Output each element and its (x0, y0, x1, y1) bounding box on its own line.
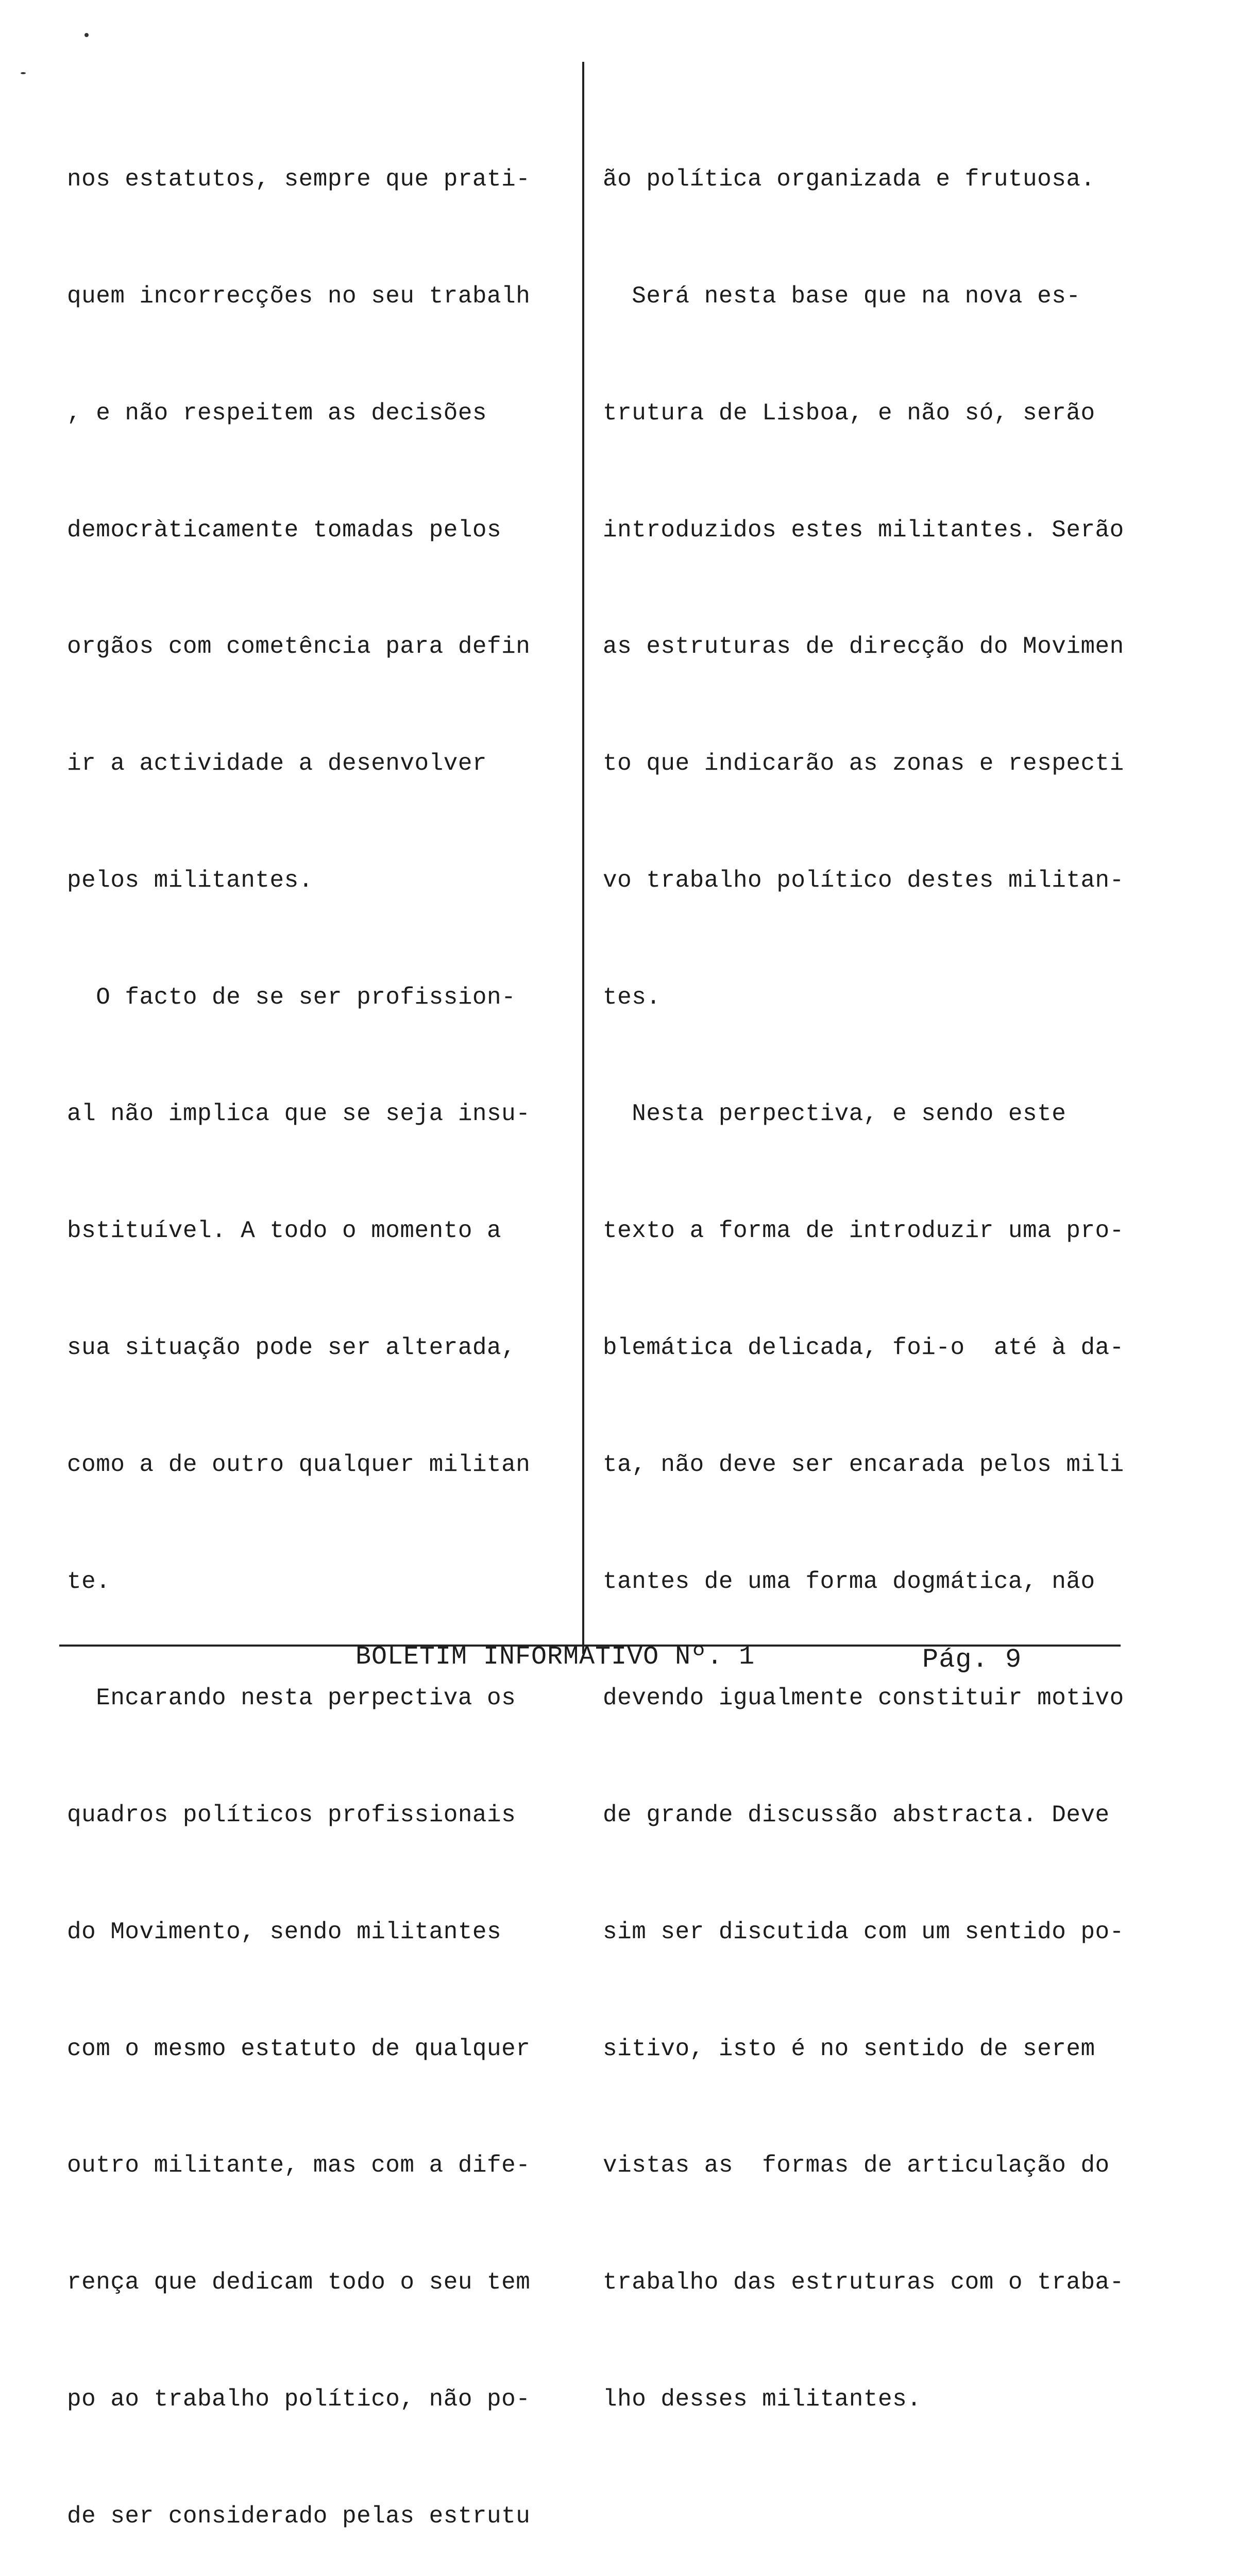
text-line: introduzidos estes militantes. Serão (603, 516, 1124, 544)
text-line: quadros políticos profissionais (67, 1802, 516, 1829)
text-line: vistas as formas de articulação do (603, 2152, 1110, 2179)
text-line: ão política organizada e frutuosa. (603, 166, 1095, 193)
text-line: outro militante, mas com a dife- (67, 2152, 531, 2179)
text-line: lho desses militantes. (603, 2386, 922, 2413)
text-line: rença que dedicam todo o seu tem (67, 2269, 531, 2296)
text-line: sitivo, isto é no sentido de serem (603, 2035, 1095, 2062)
column-divider (582, 62, 584, 1654)
text-line: , e não respeitem as decisões (67, 399, 487, 427)
right-column (603, 82, 1195, 2576)
text-line: al não implica que se seja insu- (67, 1100, 531, 1128)
text-line: democràticamente tomadas pelos (67, 516, 502, 544)
text-line: Será nesta base que na nova es- (603, 282, 1081, 310)
text-line: devendo igualmente constituir motivo (603, 1685, 1124, 1712)
footer-title: BOLETIM INFORMATIVO Nº. 1 (355, 1642, 755, 1672)
text-line: to que indicarão as zonas e respecti (603, 750, 1124, 777)
text-line: te. (67, 1568, 111, 1595)
speck-mark (21, 72, 26, 74)
text-line: trabalho das estruturas com o traba- (603, 2269, 1124, 2296)
spacer (603, 2536, 1195, 2551)
text-line: as estruturas de direcção do Movimen (603, 633, 1124, 660)
text-line: sim ser discutida com um sentido po- (603, 1918, 1124, 1945)
text-line: de ser considerado pelas estrutu (67, 2502, 531, 2530)
text-line: do Movimento, sendo militantes (67, 1918, 502, 1945)
text-line: vo trabalho político destes militan- (603, 867, 1124, 894)
text-line: ta, não deve ser encarada pelos mili (603, 1451, 1124, 1478)
text-line: sua situação pode ser alterada, (67, 1334, 516, 1361)
left-column (67, 82, 577, 2576)
text-line: texto a forma de introduzir uma pro- (603, 1217, 1124, 1245)
text-line: blemática delicada, foi-o até à da- (603, 1334, 1124, 1361)
text-line: bstituível. A todo o momento a (67, 1217, 502, 1245)
text-line: O facto de se ser profission- (67, 984, 516, 1011)
text-line: ir a actividade a desenvolver (67, 750, 487, 777)
text-line: Nesta perpectiva, e sendo este (603, 1100, 1066, 1128)
text-line: Encarando nesta perpectiva os (67, 1685, 516, 1712)
text-line: quem incorrecções no seu trabalh (67, 282, 531, 310)
text-line: de grande discussão abstracta. Deve (603, 1802, 1110, 1829)
text-line: nos estatutos, sempre que prati- (67, 166, 531, 193)
text-line: po ao trabalho político, não po- (67, 2386, 531, 2413)
page-number: Pág. 9 (922, 1645, 1022, 1675)
text-line: como a de outro qualquer militan (67, 1451, 531, 1478)
text-line: trutura de Lisboa, e não só, serão (603, 399, 1095, 427)
speck-mark (84, 33, 89, 37)
text-line: tantes de uma forma dogmática, não (603, 1568, 1095, 1595)
text-line: tes. (603, 984, 661, 1011)
text-line: pelos militantes. (67, 867, 313, 894)
text-line: orgãos com cometência para defin (67, 633, 531, 660)
text-line: com o mesmo estatuto de qualquer (67, 2035, 531, 2062)
